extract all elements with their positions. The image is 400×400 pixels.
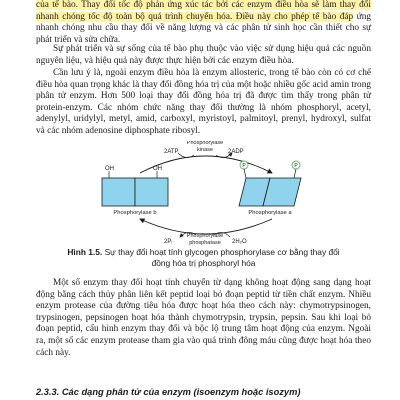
p-right-label: P	[294, 163, 298, 169]
oh-right-label: OH	[153, 166, 162, 172]
highlighted-text: của tế bào. Thay đổi tốc độ phản ứng xúc tác bởi các enzym điều hòa sẽ làm thay đổi nhanh chóng tốc độ toàn bộ quá trình chuyển hóa. Điều này cho phép tế bào đáp	[36, 0, 371, 22]
kinase-label-2: kinase	[197, 147, 213, 153]
paragraph-4: Một số enzym thay đổi hoạt tính chuyển từ dạng không hoạt động sang dạng hoạt động bằng cách thủy phân liên kết peptid loại bỏ đoạn peptid từ tiền chất enzym. Nhiều enzym protease của đường tiêu hóa được hoạt hóa theo cách này: chymotrypsinogen, trypsinogen, pepsinogen hoạt hóa thành chymotrypsin, trypsin, pepsin. Sau khi loại bỏ đoạn peptid, cấu hình enzym thay đổi và bộc lộ trung tâm hoạt động của enzym. Ngoài ra, một số các enzym protease tham gia vào quá trình đông máu cũng được hoạt hóa theo cách này.	[36, 278, 371, 358]
p-left-label: P	[242, 163, 246, 169]
section-heading: 2.3.3. Các dạng phân tử của enzym (isoenzym hoặc isozym)	[36, 387, 301, 397]
paragraph-1-rest: ứng nhanh chóng nhu cầu thay đổi về năng lượng và các phân tử sinh học cần thiết cho sự phát triển và sửa chữa.	[36, 11, 371, 45]
reverse-arc	[140, 219, 272, 234]
paragraph-3: Cần lưu ý là, ngoài enzym điều hòa là enzym allosteric, trong tế bào còn có cơ chế điều hòa quan trọng khác là thay đổi đồng hóa trị của một hoặc nhiều gốc acid amin trong phân tử enzym. Hơn 500 loại thay đổi đồng hóa trị đã được tìm thấy trong phân tử protein-enzym. Các nhóm chức năng thay đổi thường là nhóm phosphoryl, acetyl, adenylyl, uridylyl, metyl, amid, carboxyl, myristoyl, palmitoyl, prenyl, hydroxyl, sulfat và các nhóm adenosine diphosphate ribosyl.	[36, 68, 371, 136]
kinase-label-1: Phosphorylase	[186, 141, 224, 146]
caption-line-1: Sự thay đổi hoạt tính glycogen phosphorylase cơ bằng thay đổi	[104, 247, 340, 257]
pi-label: 2Pᵢ	[164, 239, 173, 245]
phosphatase-label-2: phosphatase	[189, 240, 221, 245]
enzyme-b-subunit-left	[102, 178, 135, 206]
adp-label: 2ADP	[228, 149, 244, 155]
water-label: 2H₂O	[232, 239, 247, 245]
phosphatase-label-1: Phosphorylase	[186, 233, 224, 239]
paragraph-1	[36, 0, 371, 46]
paragraph-2: Sự phát triển và sự sống của tế bào phụ thuộc vào việc sử dụng hiệu quả các nguồn nguyên liệu, và hiệu quả này được thực hiện bởi các enzym điều hòa.	[36, 44, 371, 66]
enzyme-a-subunit-right	[263, 178, 301, 206]
p-left-stem	[244, 169, 246, 178]
atp-label: 2ATP	[164, 149, 179, 155]
phosphorylase-b-label: Phosphorylase b	[113, 210, 157, 216]
enzyme-b-subunit-right	[135, 178, 168, 206]
caption-line-2: đồng hóa trị phosphoryl hóa	[151, 257, 256, 268]
phosphorylase-a-label: Phosphorylase a	[248, 210, 292, 216]
p-right-stem	[294, 169, 296, 178]
figure-caption	[36, 247, 371, 268]
caption-label: Hình 1.5.	[67, 247, 103, 257]
phosphorylase-diagram	[100, 141, 310, 245]
oh-left-label: OH	[105, 166, 114, 172]
